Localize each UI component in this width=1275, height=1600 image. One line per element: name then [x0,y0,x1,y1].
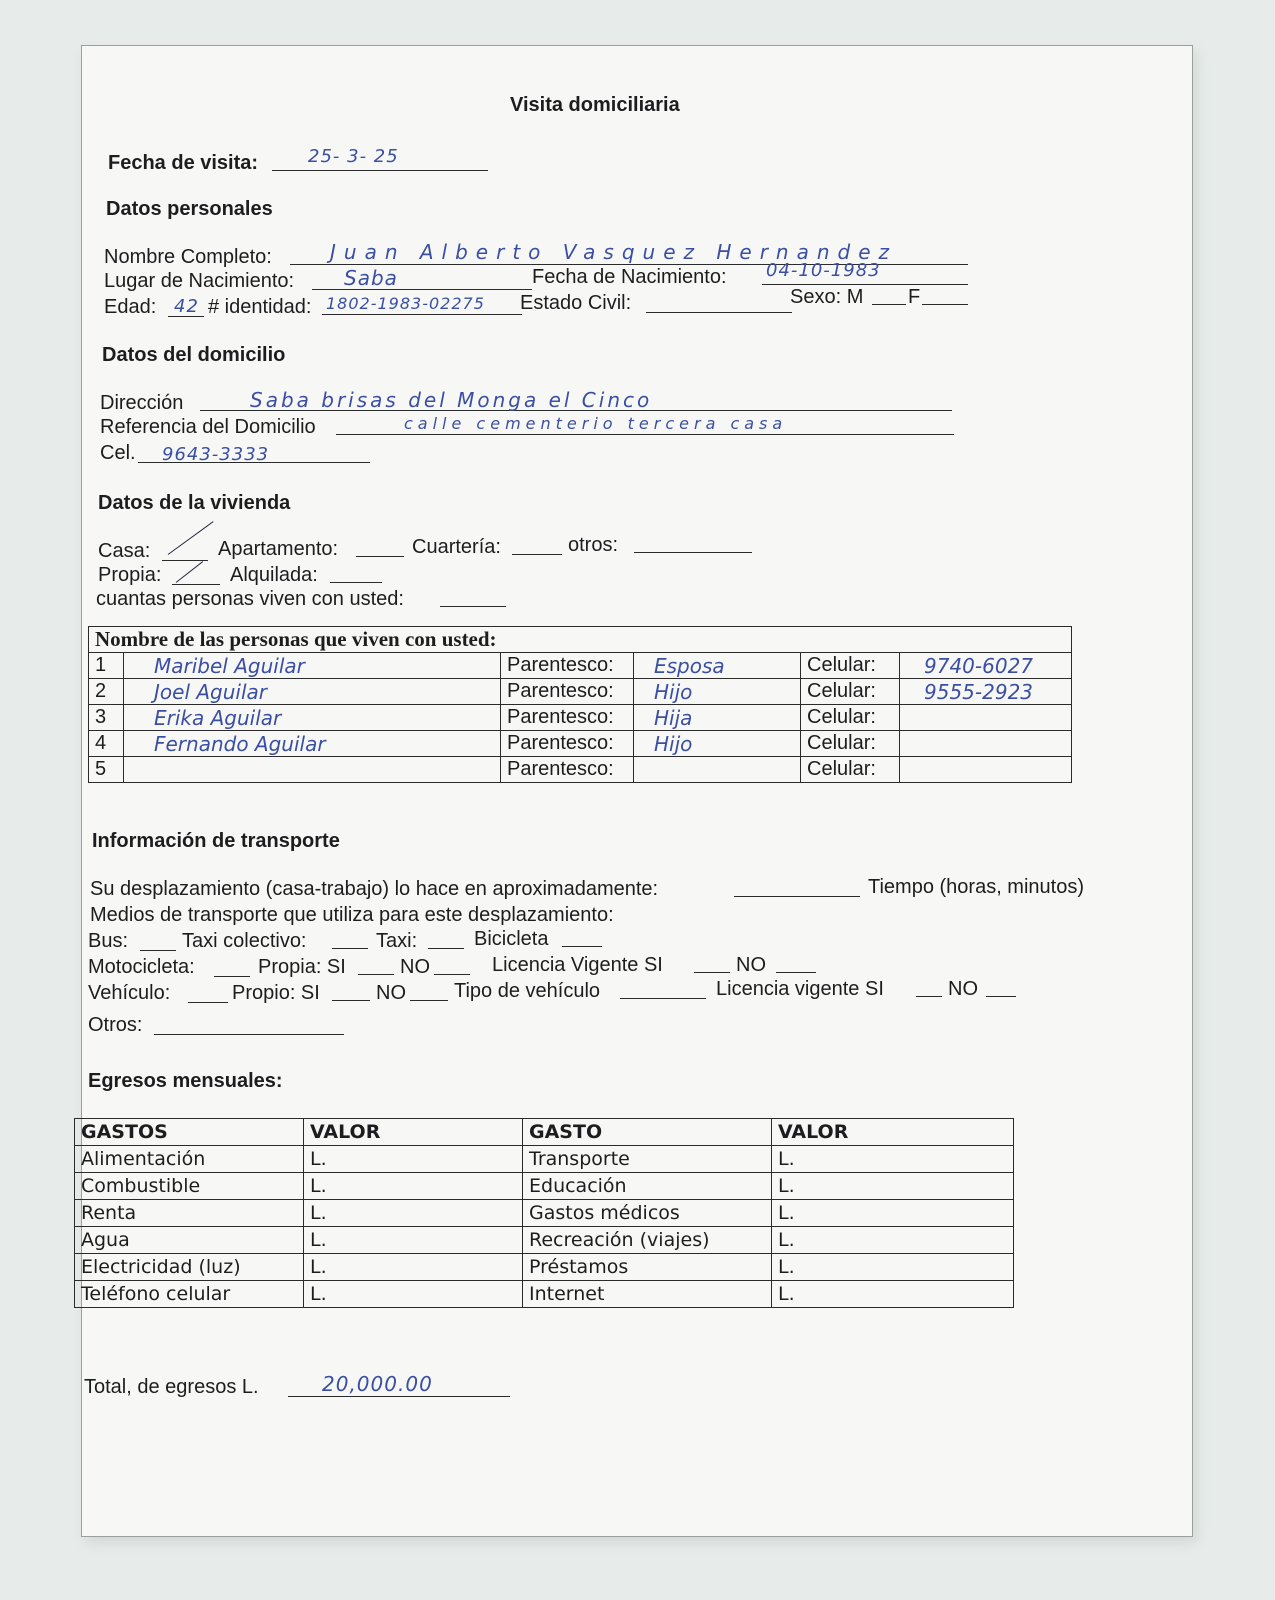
mobile-label: Celular: [801,731,900,757]
civil-status-line [646,312,792,313]
moto-own-no-line [434,974,470,975]
vehicle-license-yes-label: Licencia vigente SI [716,978,884,1000]
row-number: 5 [89,757,124,783]
civil-status-label: Estado Civil: [520,292,632,314]
relation-cell[interactable]: Hijo [634,679,801,705]
moto-license-no-label: NO [736,954,766,976]
id-line [322,314,522,315]
rented-label: Alquilada: [230,564,318,586]
expense-col-header: GASTO [523,1119,772,1146]
household-count-label: cuantas personas viven con usted: [96,588,404,610]
expense-value[interactable]: L. [304,1254,523,1281]
vehicle-own-yes-line [332,1000,370,1001]
housing-section-header: Datos de la vivienda [98,492,291,514]
expenses-table [74,1118,1014,1308]
mobile-cell[interactable] [900,757,1072,783]
table-row [89,731,1072,757]
expenses-col-header: GASTOS [75,1119,304,1146]
table-row [75,1173,1014,1200]
row-number: 3 [89,705,124,731]
own-label: Propia: [98,564,162,586]
vehicle-own-yes-label: Propio: SI [232,982,320,1004]
member-name-cell[interactable]: Maribel Aguilar [124,653,501,679]
relation-label: Parentesco: [501,757,634,783]
member-name-cell[interactable]: Fernando Aguilar [124,731,501,757]
total-expenses-value[interactable]: 20,000.00 [322,1372,433,1396]
moto-license-yes-line [694,972,730,973]
expense-name: Electricidad (luz) [75,1254,304,1281]
full-name-label: Nombre Completo: [104,246,272,268]
table-row [89,653,1072,679]
birthdate-value[interactable]: 04-10-1983 [766,260,881,281]
row-number: 4 [89,731,124,757]
expense-value[interactable]: L. [772,1227,1014,1254]
table-row [75,1200,1014,1227]
reference-label: Referencia del Domicilio [100,416,316,438]
sex-m-line [872,304,906,305]
bicycle-label: Bicicleta [474,928,549,950]
member-name-cell[interactable] [124,757,501,783]
table-row [89,705,1072,731]
expense-value[interactable]: L. [304,1173,523,1200]
shared-taxi-label: Taxi colectivo: [182,930,307,952]
bus-line [140,950,176,951]
value-col-header: VALOR [304,1119,523,1146]
row-number: 1 [89,653,124,679]
vehicle-own-no-line [410,1000,448,1001]
reference-line [336,434,954,435]
relation-cell[interactable]: Hijo [634,731,801,757]
sex-f-line [922,304,968,305]
vehicle-type-line [620,998,706,999]
relation-label: Parentesco: [501,705,634,731]
other-transport-label: Otros: [88,1014,143,1036]
birthplace-value[interactable]: Saba [344,266,398,290]
row-number: 2 [89,679,124,705]
expense-value[interactable]: L. [772,1254,1014,1281]
others-label: otros: [568,534,619,556]
expense-name: Alimentación [75,1146,304,1173]
shared-taxi-line [332,948,368,949]
house-label: Casa: [98,540,151,562]
birthdate-label: Fecha de Nacimiento: [532,266,727,288]
taxi-line [428,948,464,949]
birthplace-label: Lugar de Nacimiento: [104,270,295,292]
mobile-label: Celular: [801,757,900,783]
other-transport-line [154,1034,344,1035]
phone-label: Cel. [100,442,136,464]
vehicle-license-no-label: NO [948,978,978,1000]
expense-name: Préstamos [523,1254,772,1281]
rented-line [330,582,382,583]
expense-value[interactable]: L. [772,1281,1014,1308]
personal-section-header: Datos personales [106,198,273,220]
transport-means-label: Medios de transporte que utiliza para este desplazamiento: [90,904,614,926]
value-col-header: VALOR [772,1119,1014,1146]
expense-name: Gastos médicos [523,1200,772,1227]
mobile-label: Celular: [801,705,900,731]
moto-own-yes-line [358,974,394,975]
mobile-cell[interactable]: 9555-2923 [900,679,1072,705]
sex-f-label: F [908,286,921,308]
bicycle-line [562,946,602,947]
expense-name: Renta [75,1200,304,1227]
birthdate-line [762,284,968,285]
transport-section-header: Información de transporte [92,830,340,852]
expense-name: Recreación (viajes) [523,1227,772,1254]
house-check-mark [168,521,214,555]
member-name-cell[interactable]: Joel Aguilar [124,679,501,705]
mobile-cell[interactable]: 9740-6027 [900,653,1072,679]
address-value[interactable]: Saba brisas del Monga el Cinco [250,388,653,412]
relation-label: Parentesco: [501,731,634,757]
mobile-label: Celular: [801,679,900,705]
total-expenses-line [288,1396,510,1397]
moto-own-no-label: NO [400,956,430,978]
visit-date-label: Fecha de visita: [108,152,259,174]
apartment-line [356,556,404,557]
age-value[interactable]: 42 [174,296,199,317]
form-sheet [82,46,1192,1536]
expense-name: Transporte [523,1146,772,1173]
full-name-value[interactable]: Juan Alberto Vasquez Hernandez [330,240,898,264]
bus-label: Bus: [88,930,129,952]
age-label: Edad: [104,296,157,318]
expense-value[interactable]: L. [304,1200,523,1227]
member-name-cell[interactable]: Erika Aguilar [124,705,501,731]
apartment-label: Apartamento: [218,538,339,560]
table-row [89,679,1072,705]
expense-value[interactable]: L. [304,1227,523,1254]
expense-name: Internet [523,1281,772,1308]
id-value[interactable]: 1802-1983-02275 [326,294,485,313]
id-label: # identidad: [208,296,312,318]
table-row [75,1254,1014,1281]
household-table-header: Nombre de las personas que viven con usted: [89,627,1072,653]
table-row [75,1281,1014,1308]
vehicle-own-no-label: NO [376,982,406,1004]
form-title: Visita domiciliaria [510,94,680,116]
household-members-table [88,626,1072,783]
expense-name: Agua [75,1227,304,1254]
moto-license-no-line [776,972,816,973]
vehicle-line [188,1002,228,1003]
motorcycle-line [214,976,250,977]
cuarteria-line [512,554,562,555]
vehicle-license-yes-line [916,996,942,997]
expense-value[interactable]: L. [772,1146,1014,1173]
expense-value[interactable]: L. [772,1200,1014,1227]
expenses-section-header: Egresos mensuales: [88,1070,283,1092]
commute-time-line [734,896,860,897]
vehicle-type-label: Tipo de vehículo [454,980,601,1002]
taxi-label: Taxi: [376,930,418,952]
commute-time-label: Su desplazamiento (casa-trabajo) lo hace en aproximadamente: [90,878,659,900]
household-count-line [440,606,506,607]
relation-cell[interactable]: Esposa [634,653,801,679]
own-check-mark [176,561,203,583]
table-row [75,1227,1014,1254]
total-expenses-label: Total, de egresos L. [84,1376,259,1398]
relation-label: Parentesco: [501,679,634,705]
mobile-cell[interactable] [900,731,1072,757]
visit-date-line [272,170,488,171]
moto-own-yes-label: Propia: SI [258,956,346,978]
expense-value[interactable]: L. [772,1173,1014,1200]
table-row [75,1146,1014,1173]
others-line [634,552,752,553]
relation-cell[interactable] [634,757,801,783]
table-row [89,757,1072,783]
cuarteria-label: Cuartería: [412,536,501,558]
moto-license-yes-label: Licencia Vigente SI [492,954,663,976]
reference-value[interactable]: calle cementerio tercera casa [404,414,788,433]
commute-time-unit: Tiempo (horas, minutos) [868,876,1084,898]
mobile-label: Celular: [801,653,900,679]
visit-date-value[interactable]: 25- 3- 25 [308,146,399,167]
mobile-cell[interactable] [900,705,1072,731]
address-section-header: Datos del domicilio [102,344,286,366]
expense-name: Teléfono celular [75,1281,304,1308]
own-line [172,584,220,585]
phone-value[interactable]: 9643-3333 [162,444,270,465]
relation-label: Parentesco: [501,653,634,679]
sex-m-label: Sexo: M [790,286,864,308]
relation-cell[interactable]: Hija [634,705,801,731]
expense-value[interactable]: L. [304,1146,523,1173]
vehicle-license-no-line [986,996,1016,997]
motorcycle-label: Motocicleta: [88,956,195,978]
expense-name: Educación [523,1173,772,1200]
expense-name: Combustible [75,1173,304,1200]
vehicle-label: Vehículo: [88,982,171,1004]
expense-value[interactable]: L. [304,1281,523,1308]
address-label: Dirección [100,392,184,414]
